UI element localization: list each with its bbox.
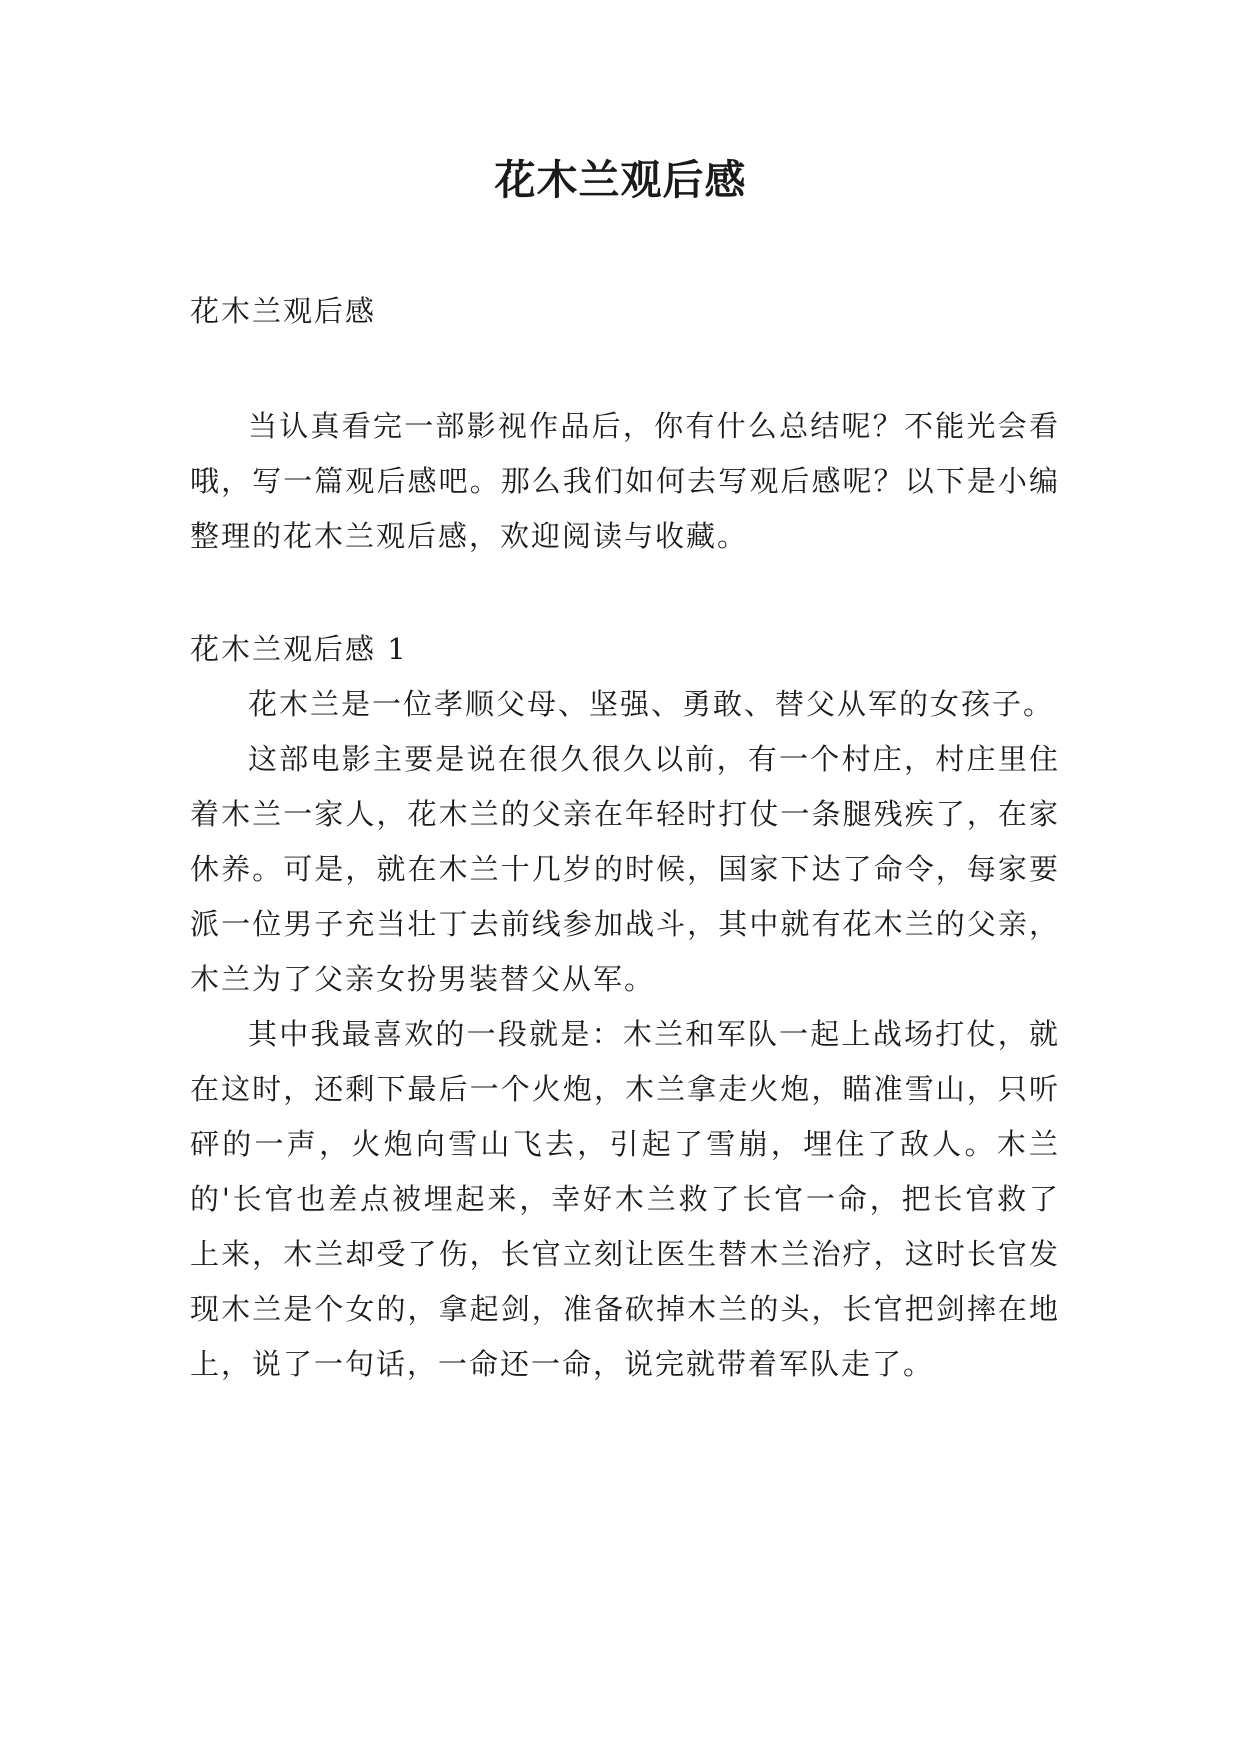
spacer [190, 564, 1060, 622]
document-title: 花木兰观后感 [494, 156, 747, 204]
body-paragraph: 其中我最喜欢的一段就是：木兰和军队一起上战场打仗，就在这时，还剩下最后一个火炮，木兰拿走火炮，瞄准雪山，只听砰的一声，火炮向雪山飞去，引起了雪崩，埋住了敌人。木兰的'长官也差点被埋起来，幸好木兰救了长官一命，把长官救了上来，木兰却受了伤，长官立刻让医生替木兰治疗，这时长官发现木兰是个女的，拿起剑，准备砍掉木兰的头，长官把剑摔在地上，说了一句话，一命还一命，说完就带着军队走了。 [190, 1017, 1060, 1381]
document-body [190, 284, 1060, 1392]
spacer [190, 339, 1060, 399]
document-subtitle: 花木兰观后感 [190, 294, 377, 328]
intro-paragraph: 当认真看完一部影视作品后，你有什么总结呢？不能光会看哦，写一篇观后感吧。那么我们如何去写观后感呢？以下是小编整理的花木兰观后感，欢迎阅读与收藏。 [190, 409, 1060, 553]
body-paragraph: 花木兰是一位孝顺父母、坚强、勇敢、替父从军的女孩子。 [248, 687, 1055, 721]
section-heading: 花木兰观后感 1 [190, 632, 408, 666]
body-paragraph: 这部电影主要是说在很久很久以前，有一个村庄，村庄里住着木兰一家人，花木兰的父亲在年轻时打仗一条腿残疾了，在家休养。可是，就在木兰十几岁的时候，国家下达了命令，每家要派一位男子充当壮丁去前线参加战斗，其中就有花木兰的父亲，木兰为了父亲女扮男装替父从军。 [190, 742, 1060, 996]
